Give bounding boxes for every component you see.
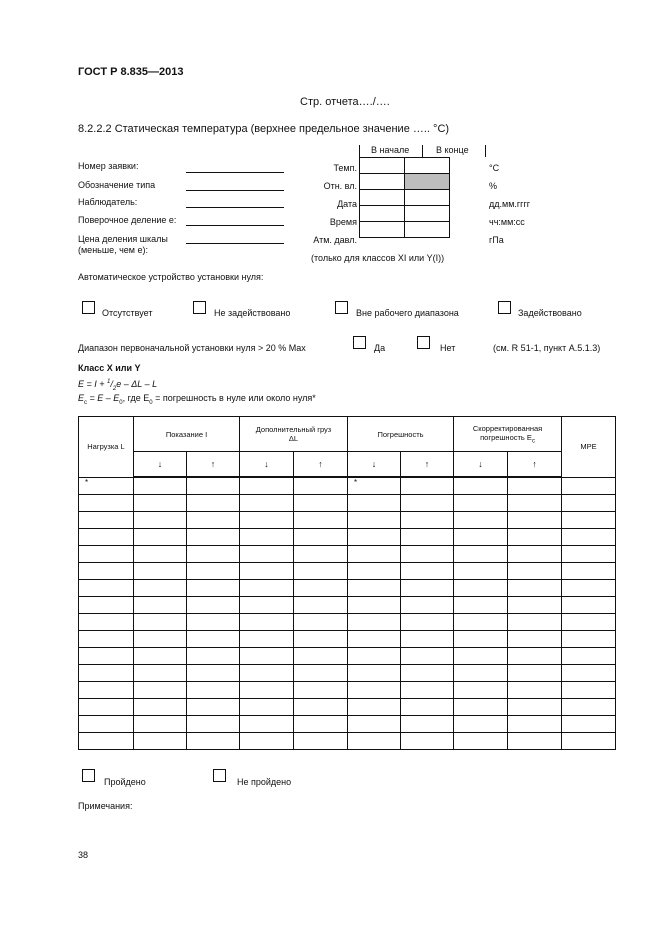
- table-cell[interactable]: [294, 495, 348, 512]
- table-cell[interactable]: [294, 563, 348, 580]
- cond-header-divider-left: [359, 145, 360, 157]
- formula-2-sub: c: [84, 399, 88, 406]
- table-cell[interactable]: [240, 563, 294, 580]
- table-cell[interactable]: [348, 682, 401, 699]
- table-cell[interactable]: [79, 733, 134, 750]
- table-cell[interactable]: [240, 477, 294, 495]
- table-cell[interactable]: [562, 699, 616, 716]
- table-cell[interactable]: [134, 665, 187, 682]
- table-cell[interactable]: [401, 648, 454, 665]
- table-cell[interactable]: [134, 682, 187, 699]
- formula-1-part: E = I +: [78, 379, 108, 389]
- table-cell[interactable]: [79, 597, 134, 614]
- cond-cell[interactable]: [360, 190, 405, 206]
- table-cell[interactable]: [134, 512, 187, 529]
- table-cell[interactable]: [240, 682, 294, 699]
- cond-unit-humidity: %: [489, 181, 498, 191]
- cond-col-end: В конце: [436, 145, 469, 155]
- table-cell[interactable]: [79, 563, 134, 580]
- table-cell[interactable]: [79, 682, 134, 699]
- table-cell[interactable]: [187, 631, 240, 648]
- table-cell[interactable]: [134, 495, 187, 512]
- table-cell[interactable]: [187, 682, 240, 699]
- cond-unit-pressure: гПа: [489, 235, 504, 245]
- cond-cell[interactable]: [360, 174, 405, 190]
- option-not-used-label: Не задействовано: [214, 308, 291, 318]
- notes-label: Примечания:: [78, 801, 133, 811]
- table-row: [79, 716, 616, 733]
- table-cell[interactable]: [79, 580, 134, 597]
- table-cell[interactable]: [508, 529, 562, 546]
- arrow-up-icon: ↑: [187, 452, 240, 478]
- table-cell[interactable]: [348, 648, 401, 665]
- zero-device-title: Автоматическое устройство установки нуля:: [78, 272, 264, 282]
- table-row: [79, 597, 616, 614]
- table-cell[interactable]: [187, 529, 240, 546]
- table-cell[interactable]: [187, 614, 240, 631]
- table-cell[interactable]: [240, 648, 294, 665]
- table-cell[interactable]: [401, 563, 454, 580]
- table-cell[interactable]: [508, 648, 562, 665]
- table-cell[interactable]: [240, 733, 294, 750]
- section-title: 8.2.2.2 Статическая температура (верхнее предельное значение ….. °С): [78, 123, 450, 135]
- table-cell[interactable]: [294, 580, 348, 597]
- table-cell[interactable]: [508, 733, 562, 750]
- verification-division-line[interactable]: [186, 225, 284, 226]
- table-cell[interactable]: [401, 597, 454, 614]
- no-label: Нет: [440, 343, 456, 353]
- checkbox-yes[interactable]: [353, 336, 366, 349]
- table-cell[interactable]: [401, 716, 454, 733]
- table-cell[interactable]: [348, 665, 401, 682]
- table-cell[interactable]: [348, 699, 401, 716]
- table-cell[interactable]: [348, 563, 401, 580]
- header-load: [79, 417, 134, 478]
- cond-header-divider-mid: [422, 145, 423, 157]
- table-cell[interactable]: [79, 631, 134, 648]
- table-cell[interactable]: [294, 665, 348, 682]
- table-cell[interactable]: [187, 546, 240, 563]
- conditions-note: (только для классов XI или Y(I)): [311, 253, 445, 263]
- table-cell[interactable]: [401, 477, 454, 495]
- formula-2-part: E: [78, 393, 85, 403]
- table-cell[interactable]: [240, 512, 294, 529]
- table-cell[interactable]: [134, 648, 187, 665]
- table-cell[interactable]: [562, 546, 616, 563]
- formula-1-sup: 1: [107, 379, 111, 385]
- zero-point-marker[interactable]: *: [79, 477, 134, 495]
- table-cell[interactable]: [562, 512, 616, 529]
- table-cell[interactable]: [134, 597, 187, 614]
- table-cell[interactable]: [240, 546, 294, 563]
- table-cell[interactable]: [454, 495, 508, 512]
- header-corrected-sub: c: [531, 438, 535, 445]
- table-cell[interactable]: [134, 733, 187, 750]
- table-cell[interactable]: [562, 648, 616, 665]
- zero-point-marker[interactable]: *: [348, 477, 401, 495]
- table-cell[interactable]: [187, 477, 240, 495]
- header-reading-text: Показание I: [165, 429, 208, 439]
- table-cell[interactable]: [348, 580, 401, 597]
- cond-unit-time: чч:мм:сс: [489, 217, 525, 227]
- zero-range-reference: (см. R 51-1, пункт А.5.1.3): [493, 343, 601, 353]
- table-cell[interactable]: [562, 529, 616, 546]
- table-row: [79, 477, 616, 495]
- request-no-line[interactable]: [186, 172, 284, 173]
- request-no-label: Номер заявки:: [78, 161, 139, 171]
- table-cell[interactable]: [562, 580, 616, 597]
- table-cell[interactable]: [508, 614, 562, 631]
- checkbox-absent[interactable]: [82, 301, 95, 314]
- table-cell[interactable]: [134, 699, 187, 716]
- observer-line[interactable]: [186, 207, 284, 208]
- cond-label-time: Время: [329, 217, 357, 227]
- table-cell[interactable]: [562, 631, 616, 648]
- arrow-up-icon: ↑: [401, 452, 454, 478]
- table-cell[interactable]: [240, 597, 294, 614]
- table-cell[interactable]: [401, 631, 454, 648]
- table-cell[interactable]: [187, 648, 240, 665]
- table-cell[interactable]: [454, 597, 508, 614]
- table-cell[interactable]: [401, 699, 454, 716]
- arrow-down-icon: ↓: [240, 452, 294, 478]
- table-row: [79, 733, 616, 750]
- scale-division-line[interactable]: [186, 243, 284, 244]
- option-out-of-range-label: Вне рабочего диапазона: [356, 308, 459, 318]
- table-cell[interactable]: [454, 512, 508, 529]
- header-corrected-line2: погрешность E: [480, 432, 532, 442]
- table-row: [79, 546, 616, 563]
- table-cell[interactable]: [401, 614, 454, 631]
- table-cell[interactable]: [508, 512, 562, 529]
- table-cell[interactable]: [134, 477, 187, 495]
- table-cell[interactable]: [294, 512, 348, 529]
- table-cell[interactable]: [454, 665, 508, 682]
- cond-cell[interactable]: [360, 206, 405, 222]
- table-row: [79, 699, 616, 716]
- table-cell[interactable]: [187, 716, 240, 733]
- table-cell[interactable]: [294, 682, 348, 699]
- formula-2-sub: 0: [149, 399, 153, 406]
- table-cell[interactable]: [454, 563, 508, 580]
- arrow-down-icon: ↓: [348, 452, 401, 478]
- table-cell[interactable]: [134, 614, 187, 631]
- cond-cell-shaded: [405, 174, 450, 190]
- cond-label-humidity: Отн. вл.: [323, 181, 357, 191]
- table-cell[interactable]: [454, 716, 508, 733]
- measurement-table: [78, 416, 616, 750]
- header-additional-line2: ΔL: [288, 434, 299, 443]
- arrow-down-icon: ↓: [134, 452, 187, 478]
- table-cell[interactable]: [562, 682, 616, 699]
- type-designation-line[interactable]: [186, 190, 284, 191]
- header-additional-weight: [240, 417, 348, 452]
- checkbox-no[interactable]: [417, 336, 430, 349]
- table-cell[interactable]: [401, 512, 454, 529]
- table-cell[interactable]: [294, 614, 348, 631]
- table-cell[interactable]: [562, 597, 616, 614]
- checkbox-out-of-range[interactable]: [335, 301, 348, 314]
- verification-division-label: Поверочное деление e:: [78, 215, 177, 225]
- table-row: [79, 614, 616, 631]
- table-cell[interactable]: [294, 699, 348, 716]
- table-cell[interactable]: [187, 563, 240, 580]
- table-cell[interactable]: [79, 716, 134, 733]
- arrow-down-icon: ↓: [454, 452, 508, 478]
- table-cell[interactable]: [240, 580, 294, 597]
- cond-unit-temp: °С: [489, 163, 500, 173]
- table-cell[interactable]: [240, 495, 294, 512]
- table-cell[interactable]: [508, 563, 562, 580]
- table-cell[interactable]: [294, 648, 348, 665]
- formula-2-part: = E – E: [87, 393, 120, 403]
- table-cell[interactable]: [240, 529, 294, 546]
- formula-2-sub: 0: [119, 399, 123, 406]
- table-cell[interactable]: [79, 648, 134, 665]
- table-cell[interactable]: [401, 495, 454, 512]
- table-cell[interactable]: [79, 699, 134, 716]
- arrow-up-icon: ↑: [294, 452, 348, 478]
- checkbox-not-used[interactable]: [193, 301, 206, 314]
- formula-2-part: , где E: [122, 393, 150, 403]
- table-cell[interactable]: [240, 631, 294, 648]
- table-cell[interactable]: [508, 495, 562, 512]
- header-mpe: [562, 417, 616, 478]
- table-cell[interactable]: [454, 614, 508, 631]
- formula-1: [78, 379, 157, 392]
- table-cell[interactable]: [240, 665, 294, 682]
- table-cell[interactable]: [348, 529, 401, 546]
- table-cell[interactable]: [454, 682, 508, 699]
- yes-label: Да: [374, 343, 386, 353]
- type-designation-label: Обозначение типа: [78, 180, 156, 190]
- cond-header-divider-right: [485, 145, 486, 157]
- table-cell[interactable]: [134, 631, 187, 648]
- table-row: [79, 631, 616, 648]
- table-cell[interactable]: [454, 477, 508, 495]
- cond-cell[interactable]: [405, 158, 450, 174]
- header-corrected-error: [454, 417, 562, 452]
- table-cell[interactable]: [187, 665, 240, 682]
- table-cell[interactable]: [348, 597, 401, 614]
- header-error-text: Погрешность: [377, 429, 424, 439]
- table-cell[interactable]: [294, 529, 348, 546]
- checkbox-used[interactable]: [498, 301, 511, 314]
- table-cell[interactable]: [79, 546, 134, 563]
- table-cell[interactable]: [240, 614, 294, 631]
- table-cell[interactable]: [401, 665, 454, 682]
- table-cell[interactable]: [348, 733, 401, 750]
- cond-unit-date: дд.мм.гггг: [489, 199, 531, 209]
- table-cell[interactable]: [348, 614, 401, 631]
- class-title: Класс X или Y: [78, 363, 141, 373]
- table-cell[interactable]: [134, 546, 187, 563]
- table-row: [79, 512, 616, 529]
- table-cell[interactable]: [562, 733, 616, 750]
- table-cell[interactable]: [187, 512, 240, 529]
- table-cell[interactable]: [134, 716, 187, 733]
- report-page-counter: Стр. отчета…./….: [300, 96, 390, 108]
- table-cell[interactable]: [240, 716, 294, 733]
- table-cell[interactable]: [79, 495, 134, 512]
- cond-cell[interactable]: [405, 190, 450, 206]
- table-cell[interactable]: [508, 597, 562, 614]
- table-cell[interactable]: [562, 614, 616, 631]
- formula-2: [78, 393, 316, 406]
- table-cell[interactable]: [348, 495, 401, 512]
- table-cell[interactable]: [454, 631, 508, 648]
- formula-2-part: = погрешность в нуле или около нуля*: [152, 393, 316, 403]
- table-cell[interactable]: [508, 682, 562, 699]
- table-cell[interactable]: [508, 477, 562, 495]
- header-load-text: Нагрузка L: [87, 442, 125, 452]
- table-cell[interactable]: [508, 716, 562, 733]
- table-cell[interactable]: [454, 580, 508, 597]
- table-cell[interactable]: [134, 529, 187, 546]
- table-cell[interactable]: [508, 580, 562, 597]
- table-cell[interactable]: [294, 597, 348, 614]
- table-cell[interactable]: [79, 529, 134, 546]
- table-cell[interactable]: [79, 512, 134, 529]
- cond-label-pressure: Атм. давл.: [313, 235, 357, 245]
- table-row: [79, 563, 616, 580]
- observer-label: Наблюдатель:: [78, 197, 138, 207]
- failed-label: Не пройдено: [237, 777, 292, 787]
- option-absent-label: Отсутствует: [102, 308, 153, 318]
- table-cell[interactable]: [187, 495, 240, 512]
- table-cell[interactable]: [454, 648, 508, 665]
- checkbox-failed[interactable]: [213, 769, 226, 782]
- table-cell[interactable]: [187, 597, 240, 614]
- table-cell[interactable]: [294, 716, 348, 733]
- table-cell[interactable]: [508, 699, 562, 716]
- formula-1-rest: e – ΔL – L: [116, 379, 158, 389]
- table-cell[interactable]: [294, 631, 348, 648]
- table-cell[interactable]: [134, 580, 187, 597]
- table-cell[interactable]: [454, 733, 508, 750]
- table-cell[interactable]: [294, 477, 348, 495]
- table-cell[interactable]: [348, 512, 401, 529]
- arrow-up-icon: ↑: [508, 452, 562, 478]
- table-row: [79, 682, 616, 699]
- table-cell[interactable]: [187, 733, 240, 750]
- zero-range-text: Диапазон первоначальной установки нуля > 20 % Max: [78, 343, 306, 353]
- table-cell[interactable]: [134, 563, 187, 580]
- scale-division-label-2: (меньше, чем e):: [78, 245, 148, 255]
- table-cell[interactable]: [562, 563, 616, 580]
- formula-1-slash: /: [110, 379, 113, 389]
- cond-cell[interactable]: [405, 222, 450, 238]
- cond-label-date: Дата: [337, 199, 357, 209]
- checkbox-passed[interactable]: [82, 769, 95, 782]
- table-cell[interactable]: [508, 665, 562, 682]
- table-row: [79, 665, 616, 682]
- table-cell[interactable]: [401, 529, 454, 546]
- conditions-grid: [359, 157, 450, 238]
- table-cell[interactable]: [401, 580, 454, 597]
- cond-cell[interactable]: [405, 206, 450, 222]
- table-cell[interactable]: [79, 665, 134, 682]
- table-row: [79, 495, 616, 512]
- table-cell[interactable]: [348, 631, 401, 648]
- cond-cell[interactable]: [360, 158, 405, 174]
- table-cell[interactable]: [562, 665, 616, 682]
- table-cell[interactable]: [79, 614, 134, 631]
- page-number: 38: [78, 850, 89, 860]
- table-cell[interactable]: [187, 699, 240, 716]
- table-cell[interactable]: [401, 546, 454, 563]
- table-cell[interactable]: [508, 546, 562, 563]
- table-cell[interactable]: [454, 699, 508, 716]
- table-cell[interactable]: [348, 546, 401, 563]
- table-cell[interactable]: [187, 580, 240, 597]
- option-used-label: Задействовано: [518, 308, 582, 318]
- table-cell[interactable]: [348, 716, 401, 733]
- table-row: [79, 580, 616, 597]
- formula-1-sub: 2: [112, 385, 117, 392]
- table-cell[interactable]: [508, 631, 562, 648]
- table-cell[interactable]: [562, 477, 616, 495]
- table-cell[interactable]: [562, 716, 616, 733]
- header-corrected-line1: Скорректированная: [472, 423, 543, 433]
- header-mpe-text: MPE: [580, 442, 597, 452]
- cond-cell[interactable]: [360, 222, 405, 238]
- table-cell[interactable]: [454, 546, 508, 563]
- header-additional-line1: Дополнительный груз: [255, 425, 332, 434]
- scale-division-label-1: Цена деления шкалы: [78, 234, 168, 244]
- table-cell[interactable]: [562, 495, 616, 512]
- passed-label: Пройдено: [104, 777, 146, 787]
- table-row: [79, 648, 616, 665]
- cond-col-start: В начале: [371, 145, 410, 155]
- table-cell[interactable]: [454, 529, 508, 546]
- header-reading: [134, 417, 240, 452]
- table-cell[interactable]: [401, 682, 454, 699]
- header-error: [348, 417, 454, 452]
- table-cell[interactable]: [294, 733, 348, 750]
- table-cell[interactable]: [401, 733, 454, 750]
- cond-label-temp: Темп.: [333, 163, 357, 173]
- standard-header: ГОСТ Р 8.835—2013: [78, 66, 184, 78]
- table-cell[interactable]: [294, 546, 348, 563]
- table-row: [79, 529, 616, 546]
- table-cell[interactable]: [240, 699, 294, 716]
